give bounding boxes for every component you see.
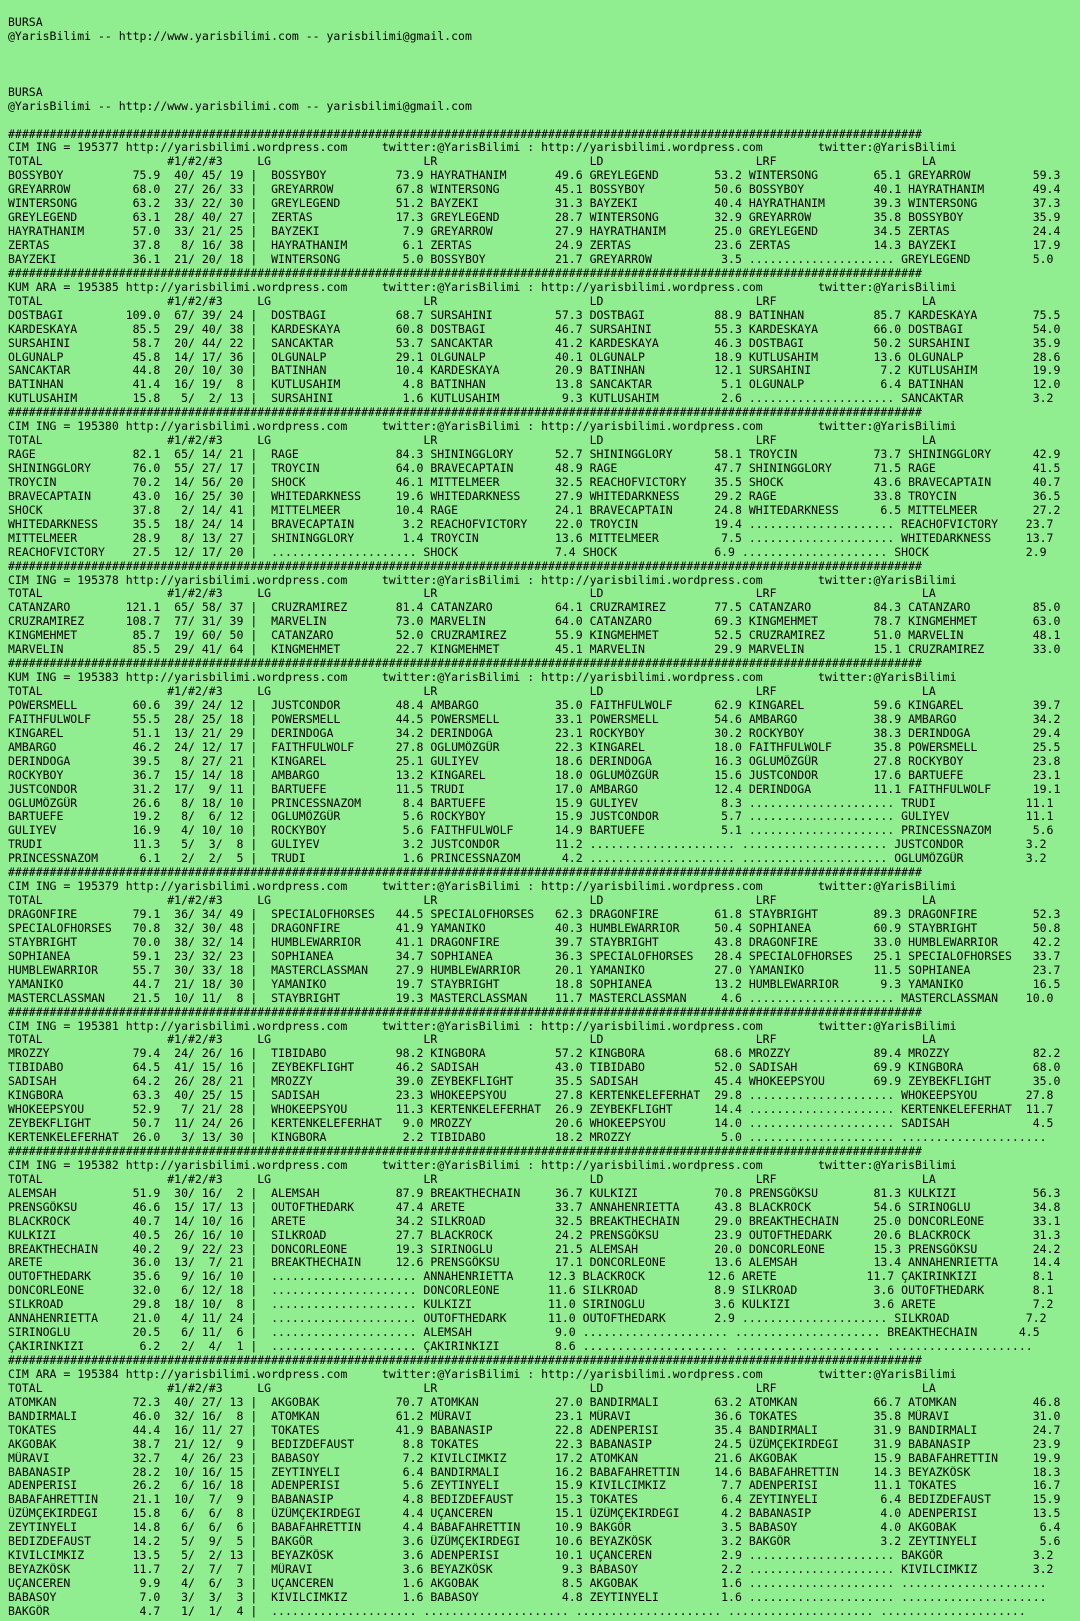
text-line: BREAKTHECHAIN 40.2 9/ 22/ 23 | DONCORLEONE 19.3 SIRINOGLU 21.5 ALEMSAH 20.0 DONCORLEONE 15.3 PRENSGÖKSU 24.2 — [8, 1242, 1061, 1256]
text-line: KARDESKAYA 85.5 29/ 40/ 38 | KARDESKAYA 60.8 DOSTBAGI 46.7 SURSAHINI 55.3 KARDESKAYA 66.0 DOSTBAGI 54.0 — [8, 322, 1061, 336]
blank-line — [8, 44, 1080, 58]
text-line: KUTLUSAHIM 15.8 5/ 2/ 13 | SURSAHINI 1.6 KUTLUSAHIM 9.3 KUTLUSAHIM 2.6 ..................... SANCAKTAR 3.2 — [8, 392, 1054, 406]
race-header-line: KUM ARA = 195385 http://yarisbilimi.wordpress.com twitter:@YarisBilimi : http://yarisbilimi.wordpress.com twitter:@YarisBilimi — [8, 280, 957, 294]
text-line: BURSA — [8, 16, 43, 29]
separator-line: #################################################################################################################################### — [8, 1144, 922, 1158]
separator-line: #################################################################################################################################### — [8, 657, 922, 671]
text-line: SURSAHINI 58.7 20/ 44/ 22 | SANCAKTAR 53.7 SANCAKTAR 41.2 KARDESKAYA 46.3 DOSTBAGI 50.2 SURSAHINI 35.9 — [8, 336, 1061, 350]
text-line: ZEYTINYELI 14.8 6/ 6/ 6 | BABAFAHRETTIN 4.4 BABAFAHRETTIN 10.9 BAKGÖR 3.5 BABASOY 4.0 AKGOBAK 6.4 — [8, 1521, 1061, 1535]
text-line: BABAFAHRETTIN 21.1 10/ 7/ 9 | BABANASIP 4.8 BEDIZDEFAUST 15.3 TOKATES 6.4 ZEYTINYELI 6.4 BEDIZDEFAUST 15.9 — [8, 1493, 1061, 1507]
column-header-line: TOTAL #1/#2/#3 LG LR LD LRF LA — [8, 155, 936, 169]
text-line: KULKIZI 40.5 26/ 16/ 10 | SILKROAD 27.7 BLACKROCK 24.2 PRENSGÖKSU 23.9 OUTOFTHEDARK 20.6 BLACKROCK 31.3 — [8, 1228, 1061, 1242]
column-header-line: TOTAL #1/#2/#3 LG LR LD LRF LA — [8, 685, 936, 698]
text-line: SHOCK 37.8 2/ 14/ 41 | MITTELMEER 10.4 RAGE 24.1 BRAVECAPTAIN 24.8 WHITEDARKNESS 6.5 MITTELMEER 27.2 — [8, 503, 1061, 517]
column-header-line: TOTAL #1/#2/#3 LG LR LD LRF LA — [8, 294, 936, 308]
text-line: ROCKYBOY 36.7 15/ 14/ 18 | AMBARGO 13.2 KINGAREL 18.0 OGLUMÖZGÜR 15.6 JUSTCONDOR 17.6 BARTUEFE 23.1 — [8, 768, 1061, 782]
text-line: TIBIDABO 64.5 41/ 15/ 16 | ZEYBEKFLIGHT 46.2 SADISAH 43.0 TIBIDABO 52.0 SADISAH 69.9 KINGBORA 68.0 — [8, 1061, 1061, 1075]
text-line: TOKATES 44.4 16/ 11/ 27 | TOKATES 41.9 BABANASIP 22.8 ADENPERISI 35.4 BANDIRMALI 31.9 BANDIRMALI 24.7 — [8, 1423, 1061, 1437]
text-line: MROZZY 79.4 24/ 26/ 16 | TIBIDABO 98.2 KINGBORA 57.2 KINGBORA 68.6 MROZZY 89.4 MROZZY 82.2 — [8, 1047, 1061, 1061]
text-line: BLACKROCK 40.7 14/ 10/ 16 | ARETE 34.2 SILKROAD 32.5 BREAKTHECHAIN 29.0 BREAKTHECHAIN 25.0 DONCORLEONE 33.1 — [8, 1214, 1061, 1228]
text-line: BAKGÖR 4.7 1/ 1/ 4 | ..................... ..................... ..................... ..................... ..................... — [8, 1604, 1026, 1618]
text-line: FAITHFULWOLF 55.5 28/ 25/ 18 | POWERSMELL 44.5 POWERSMELL 33.1 POWERSMELL 54.6 AMBARGO 38.9 AMBARGO 34.2 — [8, 712, 1061, 726]
text-line: MARVELIN 85.5 29/ 41/ 64 | KINGMEHMET 22.7 KINGMEHMET 45.1 MARVELIN 29.9 MARVELIN 15.1 CRUZRAMIREZ 33.0 — [8, 643, 1061, 657]
race-header-line: CIM ING = 195378 http://yarisbilimi.wordpress.com twitter:@YarisBilimi : http://yarisbilimi.wordpress.com twitter:@YarisBilimi — [8, 573, 957, 587]
text-line: POWERSMELL 60.6 39/ 24/ 12 | JUSTCONDOR 48.4 AMBARGO 35.0 FAITHFULWOLF 62.9 KINGAREL 59.6 KINGAREL 39.7 — [8, 698, 1061, 712]
text-line: KINGAREL 51.1 13/ 21/ 29 | DERINDOGA 34.2 DERINDOGA 23.1 ROCKYBOY 30.2 ROCKYBOY 38.3 DERINDOGA 29.4 — [8, 726, 1061, 740]
race-header-line: CIM ING = 195379 http://yarisbilimi.wordpress.com twitter:@YarisBilimi : http://yarisbilimi.wordpress.com twitter:@YarisBilimi — [8, 880, 957, 894]
text-line: HAYRATHANIM 57.0 33/ 21/ 25 | BAYZEKI 7.9 GREYARROW 27.9 HAYRATHANIM 25.0 GREYLEGEND 34.5 ZERTAS 24.4 — [8, 225, 1061, 239]
text-line: GREYARROW 68.0 27/ 26/ 33 | GREYARROW 67.8 WINTERSONG 45.1 BOSSYBOY 50.6 BOSSYBOY 40.1 HAYRATHANIM 49.4 — [8, 183, 1061, 197]
text-line: KERTENKELEFERHAT 26.0 3/ 13/ 30 | KINGBORA 2.2 TIBIDABO 18.2 MROZZY 5.0 ..................... ..................... — [8, 1131, 1047, 1144]
text-line: WHITEDARKNESS 35.5 18/ 24/ 14 | BRAVECAPTAIN 3.2 REACHOFVICTORY 22.0 TROYCIN 19.4 ..................... REACHOFVICTORY 23.7 — [8, 517, 1054, 531]
column-header-line: TOTAL #1/#2/#3 LG LR LD LRF LA — [8, 1033, 936, 1047]
text-line: DONCORLEONE 32.0 6/ 12/ 18 | ..................... DONCORLEONE 11.6 SILKROAD 8.9 SILKROAD 3.6 OUTOFTHEDARK 8.1 — [8, 1284, 1054, 1298]
text-line: STAYBRIGHT 70.0 38/ 32/ 14 | HUMBLEWARRIOR 41.1 DRAGONFIRE 39.7 STAYBRIGHT 43.8 DRAGONFIRE 33.0 HUMBLEWARRIOR 42.2 — [8, 935, 1061, 949]
text-line: BURSA — [8, 85, 43, 99]
text-line: BEYAZKÖSK 11.7 2/ 7/ 7 | MÜRAVI 3.6 BEYAZKÖSK 9.3 BABASOY 2.2 ..................... KIVILCIMKIZ 3.2 — [8, 1563, 1054, 1577]
text-line: BRAVECAPTAIN 43.0 16/ 25/ 30 | WHITEDARKNESS 19.6 WHITEDARKNESS 27.9 WHITEDARKNESS 29.2 RAGE 33.8 TROYCIN 36.5 — [8, 489, 1061, 503]
text-line: @YarisBilimi -- http://www.yarisbilimi.com -- yarisbilimi@gmail.com — [8, 29, 472, 43]
text-line: TRUDI 11.3 5/ 3/ 8 | GULIYEV 3.2 JUSTCONDOR 11.2 ..................... ..................... JUSTCONDOR 3.2 — [8, 838, 1047, 852]
text-line: SOPHIANEA 59.1 23/ 32/ 23 | SOPHIANEA 34.7 SOPHIANEA 36.3 SPECIALOFHORSES 28.4 SPECIALOFHORSES 25.1 SPECIALOFHORSES 33.7 — [8, 949, 1061, 963]
text-line: OUTOFTHEDARK 35.6 9/ 16/ 10 | ..................... ANNAHENRIETTA 12.3 BLACKROCK 12.6 ARETE 11.7 ÇAKIRINKIZI 8.1 — [8, 1270, 1054, 1284]
text-line: HUMBLEWARRIOR 55.7 30/ 33/ 18 | MASTERCLASSMAN 27.9 HUMBLEWARRIOR 20.1 YAMANIKO 27.0 YAMANIKO 11.5 SOPHIANEA 23.7 — [8, 963, 1061, 977]
text-line: YAMANIKO 44.7 21/ 18/ 30 | YAMANIKO 19.7 STAYBRIGHT 18.8 SOPHIANEA 13.2 HUMBLEWARRIOR 9.3 YAMANIKO 16.5 — [8, 977, 1061, 991]
text-line: KINGBORA 63.3 40/ 25/ 15 | SADISAH 23.3 WHOKEEPSYOU 27.8 KERTENKELEFERHAT 29.8 ..................... WHOKEEPSYOU 27.8 — [8, 1089, 1054, 1103]
text-line: CRUZRAMIREZ 108.7 77/ 31/ 39 | MARVELIN 73.0 MARVELIN 64.0 CATANZARO 69.3 KINGMEHMET 78.7 KINGMEHMET 63.0 — [8, 615, 1061, 629]
text-line: GREYLEGEND 63.1 28/ 40/ 27 | ZERTAS 17.3 GREYLEGEND 28.7 WINTERSONG 32.9 GREYARROW 35.8 BOSSYBOY 35.9 — [8, 211, 1061, 225]
blank-line — [8, 114, 1080, 128]
separator-line: #################################################################################################################################### — [8, 266, 922, 280]
text-line: ZERTAS 37.8 8/ 16/ 38 | HAYRATHANIM 6.1 ZERTAS 24.9 ZERTAS 23.6 ZERTAS 14.3 BAYZEKI 17.9 — [8, 239, 1061, 252]
text-line: BOSSYBOY 75.9 40/ 45/ 19 | BOSSYBOY 73.9 HAYRATHANIM 49.6 GREYLEGEND 53.2 WINTERSONG 65.1 GREYARROW 59.3 — [8, 169, 1061, 183]
text-line: TROYCIN 70.2 14/ 56/ 20 | SHOCK 46.1 MITTELMEER 32.5 REACHOFVICTORY 35.5 SHOCK 43.6 BRAVECAPTAIN 40.7 — [8, 475, 1061, 489]
text-line: KINGMEHMET 85.7 19/ 60/ 50 | CATANZARO 52.0 CRUZRAMIREZ 55.9 KINGMEHMET 52.5 CRUZRAMIREZ 51.0 MARVELIN 48.1 — [8, 629, 1061, 643]
text-line: OGLUMÖZGÜR 26.6 8/ 18/ 10 | PRINCESSNAZOM 8.4 BARTUEFE 15.9 GULIYEV 8.3 ..................... TRUDI 11.1 — [8, 796, 1054, 810]
text-line: BANDIRMALI 46.0 32/ 16/ 8 | ATOMKAN 61.2 MÜRAVI 23.1 MÜRAVI 36.6 TOKATES 35.8 MÜRAVI 31.0 — [8, 1409, 1061, 1423]
text-line: BARTUEFE 19.2 8/ 6/ 12 | OGLUMÖZGÜR 5.6 ROCKYBOY 15.9 JUSTCONDOR 5.7 ..................... GULIYEV 11.1 — [8, 810, 1054, 824]
text-line: AMBARGO 46.2 24/ 12/ 17 | FAITHFULWOLF 27.8 OGLUMÖZGÜR 22.3 KINGAREL 18.0 FAITHFULWOLF 35.8 POWERSMELL 25.5 — [8, 740, 1061, 754]
separator-line: #################################################################################################################################### — [8, 127, 922, 141]
text-line: DRAGONFIRE 79.1 36/ 34/ 49 | SPECIALOFHORSES 44.5 SPECIALOFHORSES 62.3 DRAGONFIRE 61.8 STAYBRIGHT 89.3 DRAGONFIRE 52.3 — [8, 908, 1061, 921]
separator-line: #################################################################################################################################### — [8, 866, 922, 880]
text-line: SILKROAD 29.8 18/ 10/ 8 | ..................... KULKIZI 11.0 SIRINOGLU 3.6 KULKIZI 3.6 ARETE 7.2 — [8, 1298, 1054, 1312]
column-header-line: TOTAL #1/#2/#3 LG LR LD LRF LA — [8, 587, 936, 601]
column-header-line: TOTAL #1/#2/#3 LG LR LD LRF LA — [8, 1381, 936, 1395]
text-line: ÜZÜMÇEKIRDEGI 15.8 6/ 6/ 8 | ÜZÜMÇEKIRDEGI 4.4 UÇANCEREN 15.1 ÜZÜMÇEKIRDEGI 4.2 BABANASIP 4.0 ADENPERISI 13.5 — [8, 1507, 1061, 1521]
text-line: ATOMKAN 72.3 40/ 27/ 13 | AKGOBAK 70.7 ATOMKAN 27.0 BANDIRMALI 63.2 ATOMKAN 66.7 ATOMKAN 46.8 — [8, 1395, 1061, 1409]
text-line: JUSTCONDOR 31.2 17/ 9/ 11 | BARTUEFE 11.5 TRUDI 17.0 AMBARGO 12.4 DERINDOGA 11.1 FAITHFULWOLF 19.1 — [8, 782, 1061, 796]
text-line: ÇAKIRINKIZI 6.2 2/ 4/ 1 | ..................... ÇAKIRINKIZI 8.6 ..................... ..................... ..................... — [8, 1340, 1033, 1354]
text-line: ALEMSAH 51.9 30/ 16/ 2 | ALEMSAH 87.9 BREAKTHECHAIN 36.7 KULKIZI 70.8 PRENSGÖKSU 81.3 KULKIZI 56.3 — [8, 1186, 1061, 1200]
text-line: UÇANCEREN 9.9 4/ 6/ 3 | UÇANCEREN 1.6 AKGOBAK 8.5 AKGOBAK 1.6 ..................... ..................... — [8, 1577, 1047, 1590]
text-line: SANCAKTAR 44.8 20/ 10/ 30 | BATINHAN 10.4 KARDESKAYA 20.9 BATINHAN 12.1 SURSAHINI 7.2 KUTLUSAHIM 19.9 — [8, 364, 1061, 378]
text-line: BEDIZDEFAUST 14.2 5/ 9/ 5 | BAKGÖR 3.6 ÜZÜMÇEKIRDEGI 10.6 BEYAZKÖSK 3.2 BAKGÖR 3.2 ZEYTINYELI 5.6 — [8, 1535, 1061, 1549]
text-line: MASTERCLASSMAN 21.5 10/ 11/ 8 | STAYBRIGHT 19.3 MASTERCLASSMAN 11.7 MASTERCLASSMAN 4.6 ..................... MASTERCLASSMAN 10.0 — [8, 991, 1054, 1005]
text-line: MÜRAVI 32.7 4/ 26/ 23 | BABASOY 7.2 KIVILCIMKIZ 17.2 ATOMKAN 21.6 AKGOBAK 15.9 BABAFAHRETTIN 19.9 — [8, 1451, 1061, 1465]
text-line: ARETE 36.0 13/ 7/ 21 | BREAKTHECHAIN 12.6 PRENSGÖKSU 17.1 DONCORLEONE 13.6 ALEMSAH 13.4 ANNAHENRIETTA 14.4 — [8, 1256, 1061, 1270]
separator-line: #################################################################################################################################### — [8, 1005, 922, 1019]
text-line: PRINCESSNAZOM 6.1 2/ 2/ 5 | TRUDI 1.6 PRINCESSNAZOM 4.2 ..................... ..................... OGLUMÖZGÜR 3.2 — [8, 852, 1047, 866]
text-line: SHININGGLORY 76.0 55/ 27/ 17 | TROYCIN 64.0 BRAVECAPTAIN 48.9 RAGE 47.7 SHININGGLORY 71.5 RAGE 41.5 — [8, 462, 1061, 475]
text-line: PRENSGÖKSU 46.6 15/ 17/ 13 | OUTOFTHEDARK 47.4 ARETE 33.7 ANNAHENRIETTA 43.8 BLACKROCK 54.6 SIRINOGLU 34.8 — [8, 1200, 1061, 1214]
blank-line — [8, 58, 1080, 72]
text-line: WHOKEEPSYOU 52.9 7/ 21/ 28 | WHOKEEPSYOU 11.3 KERTENKELEFERHAT 26.9 ZEYBEKFLIGHT 14.4 ..................... KERTENKELEFERHAT 11.7 — [8, 1103, 1054, 1117]
text-line: WINTERSONG 63.2 33/ 22/ 30 | GREYLEGEND 51.2 BAYZEKI 31.3 BAYZEKI 40.4 HAYRATHANIM 39.3 WINTERSONG 37.3 — [8, 197, 1061, 211]
race-header-line: KUM ING = 195383 http://yarisbilimi.wordpress.com twitter:@YarisBilimi : http://yarisbilimi.wordpress.com twitter:@YarisBilimi — [8, 671, 957, 685]
text-line: BABASOY 7.0 3/ 3/ 3 | KIVILCIMKIZ 1.6 BABASOY 4.8 ZEYTINYELI 1.6 ..................... ..................... — [8, 1590, 1047, 1604]
text-line: BATINHAN 41.4 16/ 19/ 8 | KUTLUSAHIM 4.8 BATINHAN 13.8 SANCAKTAR 5.1 OLGUNALP 6.4 BATINHAN 12.0 — [8, 378, 1061, 392]
text-line: ANNAHENRIETTA 21.0 4/ 11/ 24 | ..................... OUTOFTHEDARK 11.0 OUTOFTHEDARK 2.9 ..................... SILKROAD 7.2 — [8, 1312, 1047, 1326]
text-line: DOSTBAGI 109.0 67/ 39/ 24 | DOSTBAGI 68.7 SURSAHINI 57.3 DOSTBAGI 88.9 BATINHAN 85.7 KARDESKAYA 75.5 — [8, 308, 1061, 322]
separator-line: #################################################################################################################################### — [8, 406, 922, 420]
blank-line — [8, 72, 1080, 86]
race-header-line: CIM ARA = 195384 http://yarisbilimi.wordpress.com twitter:@YarisBilimi : http://yarisbilimi.wordpress.com twitter:@YarisBilimi — [8, 1367, 957, 1381]
text-line: AKGOBAK 38.7 21/ 12/ 9 | BEDIZDEFAUST 8.8 TOKATES 22.3 BABANASIP 24.5 ÜZÜMÇEKIRDEGI 31.9 BABANASIP 23.9 — [8, 1437, 1061, 1451]
separator-line: #################################################################################################################################### — [8, 559, 922, 573]
text-document — [8, 16, 1080, 1619]
text-line: SADISAH 64.2 26/ 28/ 21 | MROZZY 39.0 ZEYBEKFLIGHT 35.5 SADISAH 45.4 WHOKEEPSYOU 69.9 ZEYBEKFLIGHT 35.0 — [8, 1075, 1061, 1089]
text-line: KIVILCIMKIZ 13.5 5/ 2/ 13 | BEYAZKÖSK 3.6 ADENPERISI 10.1 UÇANCEREN 2.9 ..................... BAKGÖR 3.2 — [8, 1549, 1054, 1563]
text-line: REACHOFVICTORY 27.5 12/ 17/ 20 | ..................... SHOCK 7.4 SHOCK 6.9 ..................... SHOCK 2.9 — [8, 545, 1047, 559]
column-header-line: TOTAL #1/#2/#3 LG LR LD LRF LA — [8, 1172, 936, 1186]
text-line: OLGUNALP 45.8 14/ 17/ 36 | OLGUNALP 29.1 OLGUNALP 40.1 OLGUNALP 18.9 KUTLUSAHIM 13.6 OLGUNALP 28.6 — [8, 350, 1061, 364]
text-line: RAGE 82.1 65/ 14/ 21 | RAGE 84.3 SHININGGLORY 52.7 SHININGGLORY 58.1 TROYCIN 73.7 SHININGGLORY 42.9 — [8, 448, 1061, 462]
text-line: BABANASIP 28.2 10/ 16/ 15 | ZEYTINYELI 6.4 BANDIRMALI 16.2 BABAFAHRETTIN 14.6 BABAFAHRETTIN 14.3 BEYAZKÖSK 18.3 — [8, 1465, 1061, 1479]
race-header-line: CIM ING = 195377 http://yarisbilimi.wordpress.com twitter:@YarisBilimi : http://yarisbilimi.wordpress.com twitter:@YarisBilimi — [8, 141, 957, 155]
text-line: ZEYBEKFLIGHT 50.7 11/ 24/ 26 | KERTENKELEFERHAT 9.0 MROZZY 20.6 WHOKEEPSYOU 14.0 ..................... SADISAH 4.5 — [8, 1117, 1054, 1131]
text-line: BAYZEKI 36.1 21/ 20/ 18 | WINTERSONG 5.0 BOSSYBOY 21.7 GREYARROW 3.5 ..................... GREYLEGEND 5.0 — [8, 252, 1054, 266]
text-line: DERINDOGA 39.5 8/ 27/ 21 | KINGAREL 25.1 GULIYEV 18.6 DERINDOGA 16.3 OGLUMÖZGÜR 27.8 ROCKYBOY 23.8 — [8, 754, 1061, 768]
race-header-line: CIM ING = 195382 http://yarisbilimi.wordpress.com twitter:@YarisBilimi : http://yarisbilimi.wordpress.com twitter:@YarisBilimi — [8, 1158, 957, 1172]
race-header-line: CIM ING = 195381 http://yarisbilimi.wordpress.com twitter:@YarisBilimi : http://yarisbilimi.wordpress.com twitter:@YarisBilimi — [8, 1019, 957, 1033]
text-line: GULIYEV 16.9 4/ 10/ 10 | ROCKYBOY 5.6 FAITHFULWOLF 14.9 BARTUEFE 5.1 ..................... PRINCESSNAZOM 5.6 — [8, 824, 1054, 838]
race-header-line: CIM ING = 195380 http://yarisbilimi.wordpress.com twitter:@YarisBilimi : http://yarisbilimi.wordpress.com twitter:@YarisBilimi — [8, 420, 957, 434]
text-line: CATANZARO 121.1 65/ 58/ 37 | CRUZRAMIREZ 81.4 CATANZARO 64.1 CRUZRAMIREZ 77.5 CATANZARO 84.3 CATANZARO 85.0 — [8, 601, 1061, 615]
column-header-line: TOTAL #1/#2/#3 LG LR LD LRF LA — [8, 894, 936, 908]
text-line: SIRINOGLU 20.5 6/ 11/ 6 | ..................... ALEMSAH 9.0 ..................... ..................... BREAKTHECHAIN 4.5 — [8, 1326, 1040, 1340]
text-line: ADENPERISI 26.2 6/ 16/ 18 | ADENPERISI 5.6 ZEYTINYELI 15.9 KIVILCIMKIZ 7.7 ADENPERISI 11.1 TOKATES 16.7 — [8, 1479, 1061, 1493]
text-line: @YarisBilimi -- http://www.yarisbilimi.com -- yarisbilimi@gmail.com — [8, 99, 472, 113]
separator-line: #################################################################################################################################### — [8, 1354, 922, 1367]
text-line: SPECIALOFHORSES 70.8 32/ 30/ 48 | DRAGONFIRE 41.9 YAMANIKO 40.3 HUMBLEWARRIOR 50.4 SOPHIANEA 60.9 STAYBRIGHT 50.8 — [8, 921, 1061, 935]
text-line: MITTELMEER 28.9 8/ 13/ 27 | SHININGGLORY 1.4 TROYCIN 13.6 MITTELMEER 7.5 ..................... WHITEDARKNESS 13.7 — [8, 531, 1054, 545]
column-header-line: TOTAL #1/#2/#3 LG LR LD LRF LA — [8, 434, 936, 448]
